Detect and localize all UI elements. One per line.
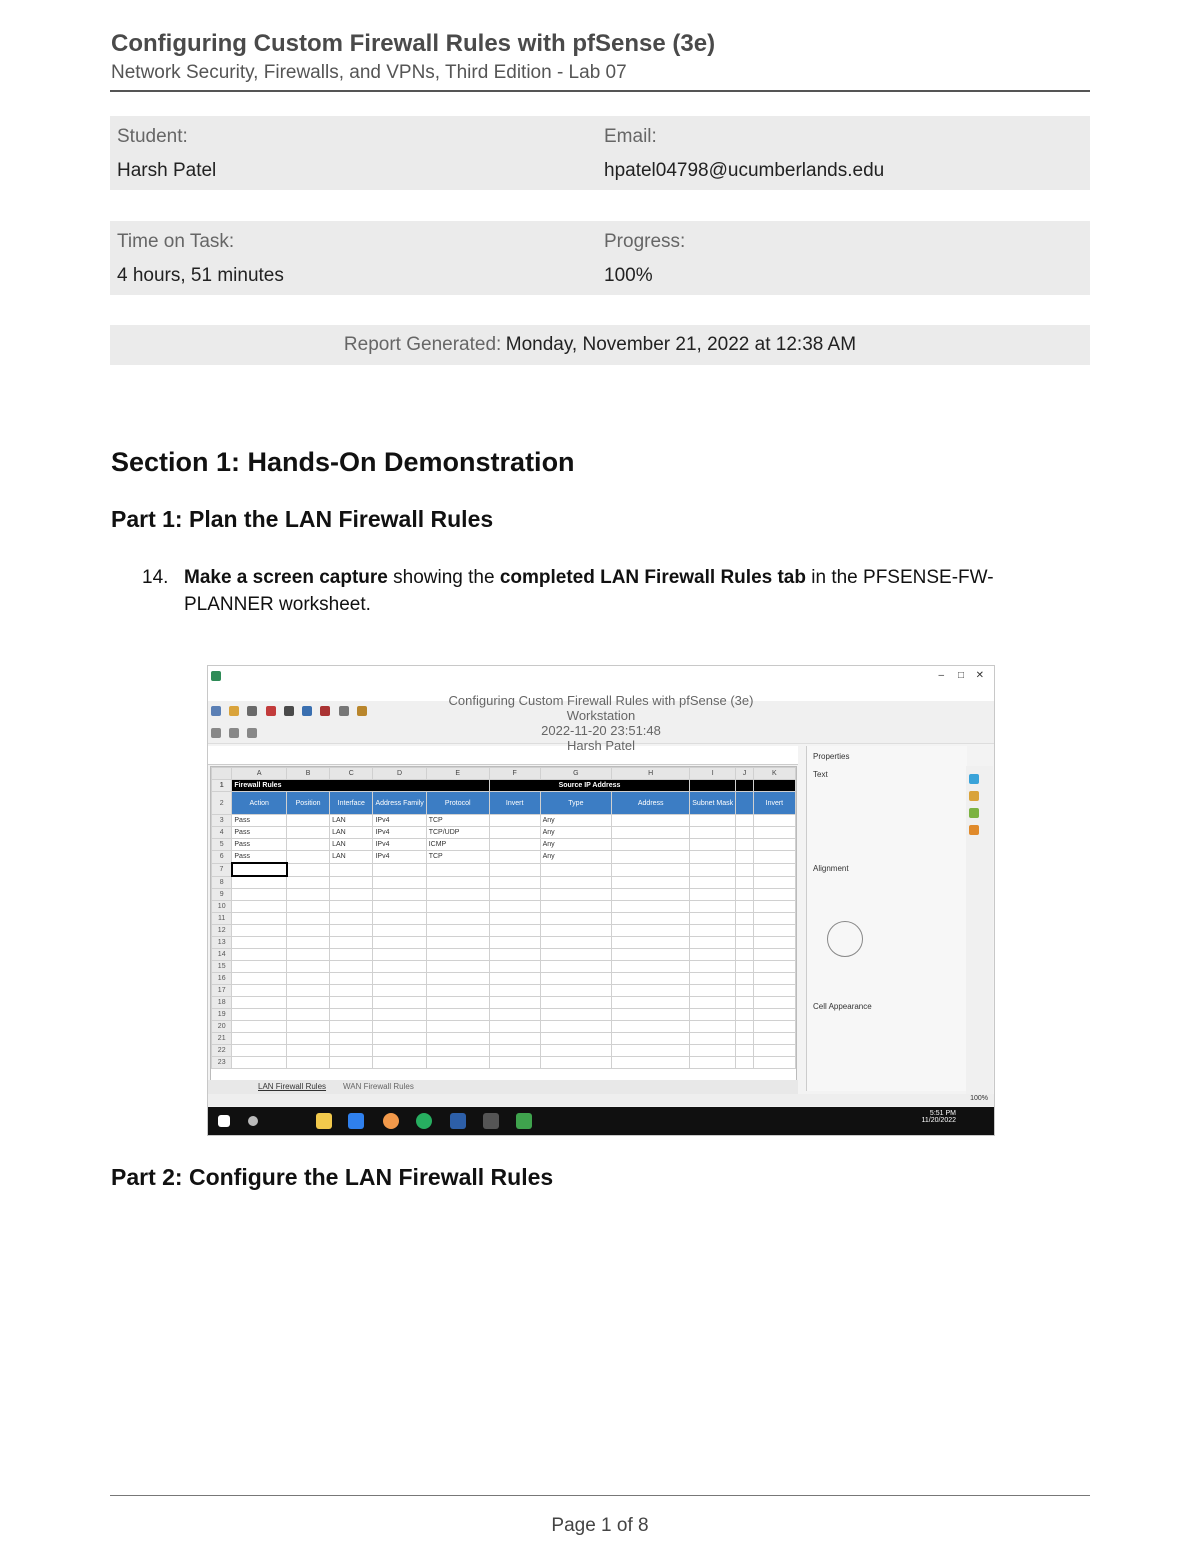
maximize-icon[interactable]: □: [957, 670, 964, 681]
sheet-header-left: Firewall Rules: [232, 780, 489, 792]
sheet-header-mid: Source IP Address: [489, 780, 690, 792]
watermark-user: Harsh Patel: [567, 738, 635, 753]
taskbar-date: 11/20/2022: [921, 1117, 956, 1124]
part1-title: Part 1: Plan the LAN Firewall Rules: [111, 506, 494, 532]
minimize-icon[interactable]: –: [938, 670, 944, 681]
zoom-level: 100%: [970, 1095, 988, 1102]
calc-taskbar-icon[interactable]: [516, 1113, 532, 1129]
search-icon[interactable]: [248, 1116, 258, 1126]
table-row[interactable]: 5 Pass LAN IPv4 ICMP Any: [212, 839, 796, 851]
sidebar-title: Properties: [813, 752, 850, 761]
table-row[interactable]: 13: [212, 937, 796, 949]
footer-divider: [110, 1495, 1090, 1496]
header-divider: [110, 90, 1090, 92]
windows-taskbar: [208, 1107, 994, 1135]
sidebar-section-cell[interactable]: Cell Appearance: [813, 1002, 872, 1011]
step-bold-2: completed LAN Firewall Rules tab: [499, 567, 806, 588]
progress-value: 100%: [604, 265, 653, 286]
app-titlebar: [208, 666, 994, 686]
table-row[interactable]: 3 Pass LAN IPv4 TCP Any: [212, 815, 796, 827]
screenshot-libreoffice-calc: [207, 665, 995, 1136]
column-header-row: 2 Action Position Interface Address Family Protocol Invert Type Address Subnet Mask Invert: [212, 792, 796, 815]
step-number: 14.: [142, 567, 169, 588]
email-value: hpatel04798@ucumberlands.edu: [604, 160, 885, 181]
table-row[interactable]: 22: [212, 1045, 796, 1057]
step-text-2: in the PFSENSE-FW-PLANNER worksheet.: [184, 567, 994, 615]
sidebar-section-alignment[interactable]: Alignment: [813, 864, 849, 873]
document-subtitle: Network Security, Firewalls, and VPNs, Third Edition - Lab 07: [111, 62, 627, 83]
text-orientation-dial[interactable]: [827, 921, 863, 957]
email-label: Email:: [604, 126, 657, 147]
progress-info-box: [110, 221, 1090, 295]
part2-title: Part 2: Configure the LAN Firewall Rules: [111, 1164, 554, 1190]
chrome-icon[interactable]: [416, 1113, 432, 1129]
navigator-deck-icon[interactable]: [969, 825, 979, 835]
powershell-icon[interactable]: [450, 1113, 466, 1129]
student-value: Harsh Patel: [117, 160, 217, 181]
status-bar: [208, 1094, 994, 1106]
table-row[interactable]: 17: [212, 985, 796, 997]
table-row[interactable]: 10: [212, 901, 796, 913]
document-title: Configuring Custom Firewall Rules with pfSense (3e): [111, 30, 716, 57]
firefox-icon[interactable]: [383, 1113, 399, 1129]
gallery-deck-icon[interactable]: [969, 808, 979, 818]
report-generated-box: [110, 325, 1090, 365]
watermark-time: 2022-11-20 23:51:48: [541, 723, 661, 738]
edge-icon[interactable]: [348, 1113, 364, 1129]
sheet-tab-wan[interactable]: WAN Firewall Rules: [343, 1082, 414, 1091]
report-label: Report Generated:: [343, 334, 502, 355]
properties-deck-icon[interactable]: [969, 774, 979, 784]
time-value: 4 hours, 51 minutes: [117, 265, 284, 286]
table-row[interactable]: 20: [212, 1021, 796, 1033]
table-row[interactable]: 6 Pass LAN IPv4 TCP Any: [212, 851, 796, 864]
table-row[interactable]: 14: [212, 949, 796, 961]
table-row[interactable]: 12: [212, 925, 796, 937]
sheet-tabs: [208, 1080, 798, 1094]
table-row[interactable]: 16: [212, 973, 796, 985]
section-title: Section 1: Hands-On Demonstration: [111, 447, 575, 477]
time-label: Time on Task:: [117, 231, 235, 252]
page-number: Page 1 of 8: [551, 1515, 649, 1536]
sheet-tab-lan[interactable]: LAN Firewall Rules: [258, 1082, 327, 1091]
report-value: Monday, November 21, 2022 at 12:38 AM: [505, 334, 857, 355]
file-explorer-icon[interactable]: [316, 1113, 332, 1129]
sheet-header-row: 1 Firewall Rules Source IP Address: [212, 780, 796, 792]
table-row[interactable]: 19: [212, 1009, 796, 1021]
worksheet-table: [211, 767, 796, 1069]
taskbar-clock: [921, 1110, 956, 1124]
table-row[interactable]: 21: [212, 1033, 796, 1045]
progress-label: Progress:: [604, 231, 686, 252]
terminal-icon[interactable]: [483, 1113, 499, 1129]
table-row[interactable]: 4 Pass LAN IPv4 TCP/UDP Any: [212, 827, 796, 839]
table-row[interactable]: 11: [212, 913, 796, 925]
close-icon[interactable]: ✕: [975, 670, 984, 681]
student-info-box: [110, 116, 1090, 190]
step-bold-1: Make a screen capture: [184, 567, 388, 588]
watermark-host: Workstation: [566, 708, 636, 723]
column-letter-row: A B C D E F G H I J K: [212, 768, 796, 780]
spreadsheet-grid[interactable]: [210, 766, 797, 1082]
step-text-1: showing the: [387, 567, 500, 588]
sidebar-section-text[interactable]: Text: [813, 770, 828, 779]
table-row[interactable]: 9: [212, 889, 796, 901]
properties-sidebar: [806, 746, 967, 1091]
taskbar-time: 5:51 PM: [929, 1110, 956, 1117]
student-label: Student:: [117, 126, 188, 147]
sidebar-deck: [966, 766, 993, 1096]
table-row[interactable]: 7: [212, 863, 796, 876]
calc-app-icon: [211, 671, 221, 681]
table-row[interactable]: 15: [212, 961, 796, 973]
windows-start-icon[interactable]: [218, 1115, 230, 1127]
styles-deck-icon[interactable]: [969, 791, 979, 801]
table-row[interactable]: 23: [212, 1057, 796, 1069]
table-row[interactable]: 18: [212, 997, 796, 1009]
table-row[interactable]: 8: [212, 876, 796, 889]
watermark-title: Configuring Custom Firewall Rules with pfSense (3e): [448, 693, 754, 708]
